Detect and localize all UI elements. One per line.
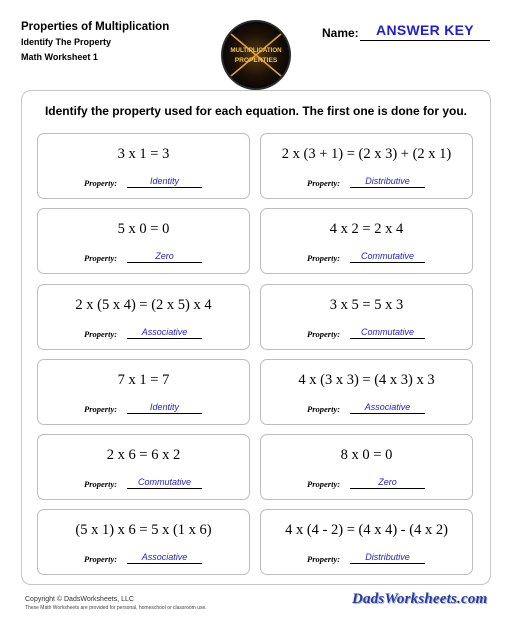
- equation: 7 x 1 = 7: [117, 372, 170, 388]
- property-answer: Zero: [378, 477, 397, 487]
- property-answer: Identity: [149, 402, 180, 412]
- problem-card: [37, 509, 250, 575]
- worksheet-subtitle: Identify The Property: [21, 37, 112, 47]
- problem-card: [260, 509, 473, 575]
- property-label: Property:: [84, 479, 118, 489]
- property-label: Property:: [307, 178, 341, 188]
- property-label: Property:: [84, 554, 118, 564]
- problem-card: [260, 359, 473, 425]
- property-answer: Distributive: [365, 176, 410, 186]
- equation: 4 x (3 x 3) = (4 x 3) x 3: [298, 372, 435, 388]
- answer-line: [350, 187, 425, 188]
- problem-card: [260, 133, 473, 199]
- equation: 3 x 1 = 3: [117, 146, 170, 162]
- answer-line: [350, 338, 425, 339]
- property-label: Property:: [84, 253, 118, 263]
- property-answer: Associative: [364, 402, 411, 412]
- name-line: [360, 40, 490, 41]
- svg-text:PROPERTIES: PROPERTIES: [234, 57, 278, 64]
- problem-card: [37, 284, 250, 350]
- property-answer: Zero: [155, 251, 174, 261]
- property-label: Property:: [307, 253, 341, 263]
- problem-card: [37, 434, 250, 500]
- dadsworksheets-logo: DadsWorksheets.com: [352, 591, 488, 607]
- problem-card: [37, 208, 250, 274]
- answer-line: [350, 563, 425, 564]
- name-value: ANSWER KEY: [376, 22, 474, 38]
- multiplication-logo: [223, 22, 289, 88]
- equation: 4 x (4 - 2) = (4 x 4) - (4 x 2): [285, 522, 448, 538]
- svg-text:MULTIPLICATION: MULTIPLICATION: [230, 47, 282, 54]
- property-label: Property:: [84, 178, 118, 188]
- copyright-text: Copyright © DadsWorksheets, LLC: [25, 596, 134, 603]
- answer-line: [127, 563, 202, 564]
- answer-line: [127, 488, 202, 489]
- problem-card: [260, 434, 473, 500]
- equation: 2 x 6 = 6 x 2: [106, 447, 181, 463]
- property-label: Property:: [307, 554, 341, 564]
- property-label: Property:: [307, 329, 341, 339]
- property-answer: Commutative: [360, 251, 414, 261]
- property-answer: Commutative: [360, 327, 414, 337]
- equation: 5 x 0 = 0: [117, 221, 170, 237]
- property-label: Property:: [84, 404, 118, 414]
- property-answer: Associative: [141, 552, 188, 562]
- answer-line: [127, 262, 202, 263]
- problem-card: [37, 133, 250, 199]
- problem-card: [260, 284, 473, 350]
- equation: 8 x 0 = 0: [340, 447, 393, 463]
- equation: 3 x 5 = 5 x 3: [329, 297, 404, 313]
- property-answer: Distributive: [365, 552, 410, 562]
- equation: (5 x 1) x 6 = 5 x (1 x 6): [75, 522, 212, 538]
- worksheet-title: Properties of Multiplication: [21, 21, 170, 33]
- property-answer: Identity: [149, 176, 180, 186]
- equation: 2 x (3 + 1) = (2 x 3) + (2 x 1): [281, 146, 452, 162]
- answer-line: [127, 187, 202, 188]
- instructions: Identify the property used for each equation. The first one is done for you.: [44, 104, 468, 118]
- problem-card: [37, 359, 250, 425]
- answer-line: [350, 262, 425, 263]
- footer: [25, 596, 207, 611]
- property-label: Property:: [307, 479, 341, 489]
- property-label: Property:: [84, 329, 118, 339]
- answer-line: [127, 413, 202, 414]
- worksheet-header: [21, 20, 169, 65]
- problem-card: [260, 208, 473, 274]
- property-answer: Associative: [141, 327, 188, 337]
- worksheet-number: Math Worksheet 1: [21, 52, 98, 62]
- answer-line: [350, 488, 425, 489]
- name-label: Name:: [322, 26, 359, 40]
- property-label: Property:: [307, 404, 341, 414]
- property-answer: Commutative: [137, 477, 191, 487]
- answer-line: [127, 338, 202, 339]
- equation: 2 x (5 x 4) = (2 x 5) x 4: [75, 297, 212, 313]
- equation: 4 x 2 = 2 x 4: [329, 221, 404, 237]
- answer-line: [350, 413, 425, 414]
- usage-note: These Math Worksheets are provided for personal, homeschool or classroom use.: [25, 605, 207, 611]
